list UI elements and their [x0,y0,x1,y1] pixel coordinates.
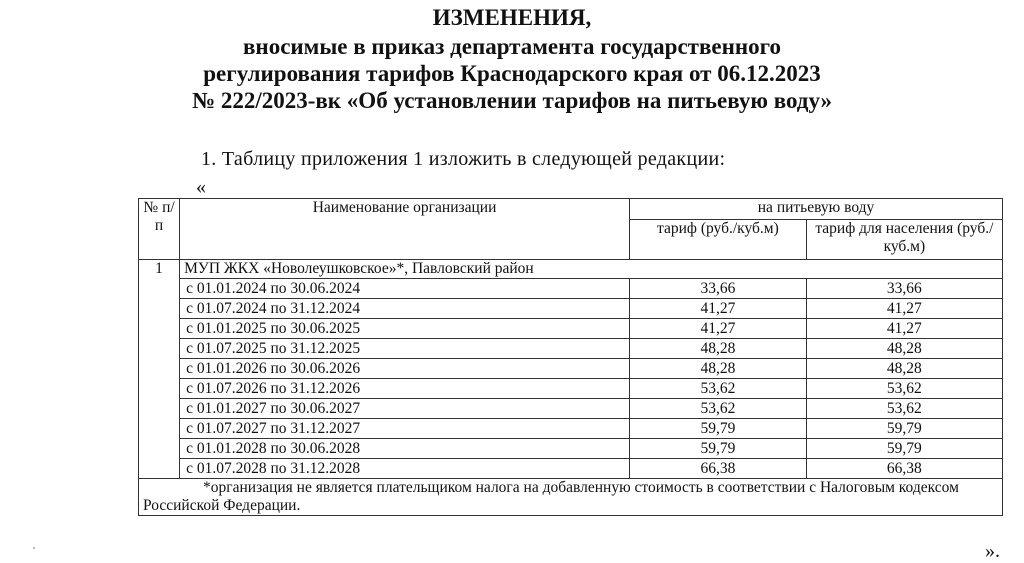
period-cell: с 01.07.2028 по 31.12.2028 [180,459,630,479]
tariff-population-cell: 59,79 [806,439,1002,459]
tariff-population-cell: 53,62 [806,399,1002,419]
tariff-cell: 66,38 [630,459,807,479]
header-number: № п/п [139,199,180,260]
tariff-population-cell: 53,62 [806,379,1002,399]
table-row [139,299,1003,319]
closing-quote: ». [985,540,1000,562]
period-cell: с 01.01.2028 по 30.06.2028 [180,439,630,459]
period-cell: с 01.07.2025 по 31.12.2025 [180,339,630,359]
opening-quote: « [196,176,206,198]
header-tariff-population: тариф для населения (руб./куб.м) [806,219,1002,259]
tariff-cell: 48,28 [630,339,807,359]
scan-speck [33,547,35,549]
table-row [139,339,1003,359]
header-tariff: тариф (руб./куб.м) [630,219,807,259]
tariff-population-cell: 59,79 [806,419,1002,439]
table-row [139,279,1003,299]
period-cell: с 01.01.2025 по 30.06.2025 [180,319,630,339]
period-cell: с 01.01.2024 по 30.06.2024 [180,279,630,299]
tariff-population-cell: 41,27 [806,319,1002,339]
tariff-cell: 41,27 [630,319,807,339]
table-row [139,379,1003,399]
table-row [139,439,1003,459]
document-subtitle-line-3: № 222/2023-вк «Об установлении тарифов на питьевую воду» [191,88,833,113]
document-title: ИЗМЕНЕНИЯ, [432,5,592,30]
tariff-cell: 53,62 [630,399,807,419]
tariff-population-cell: 41,27 [806,299,1002,319]
tariff-table [138,198,1003,516]
tariff-cell: 59,79 [630,419,807,439]
document-subtitle-line-2: регулирования тарифов Краснодарского края от 06.12.2023 [203,61,821,86]
table-row [139,359,1003,379]
tariff-population-cell: 33,66 [806,279,1002,299]
table-row [139,319,1003,339]
org-number: 1 [139,260,180,479]
document-subtitle-line-1: вносимые в приказ департамента государственного [243,34,781,59]
header-organization: Наименование организации [180,199,630,260]
tariff-cell: 48,28 [630,359,807,379]
tariff-population-cell: 66,38 [806,459,1002,479]
period-cell: с 01.01.2026 по 30.06.2026 [180,359,630,379]
tariff-cell: 41,27 [630,299,807,319]
tariff-cell: 59,79 [630,439,807,459]
table-row [139,399,1003,419]
period-cell: с 01.07.2026 по 31.12.2026 [180,379,630,399]
tariff-cell: 53,62 [630,379,807,399]
period-cell: с 01.07.2027 по 31.12.2027 [180,419,630,439]
tariff-cell: 33,66 [630,279,807,299]
intro-paragraph: 1. Таблицу приложения 1 изложить в следующей редакции: [201,148,726,170]
header-drinking-water: на питьевую воду [630,199,1003,220]
organization-name: МУП ЖКХ «Новолеушковское»*, Павловский район [180,260,1003,279]
tariff-population-cell: 48,28 [806,339,1002,359]
table-row [139,419,1003,439]
tariff-population-cell: 48,28 [806,359,1002,379]
period-cell: с 01.01.2027 по 30.06.2027 [180,399,630,419]
period-cell: с 01.07.2024 по 31.12.2024 [180,299,630,319]
table-row [139,459,1003,479]
footnote: *организация не является плательщиком налога на добавленную стоимость в соответствии с Налоговым кодексом Российской Федерации. [139,479,1003,516]
